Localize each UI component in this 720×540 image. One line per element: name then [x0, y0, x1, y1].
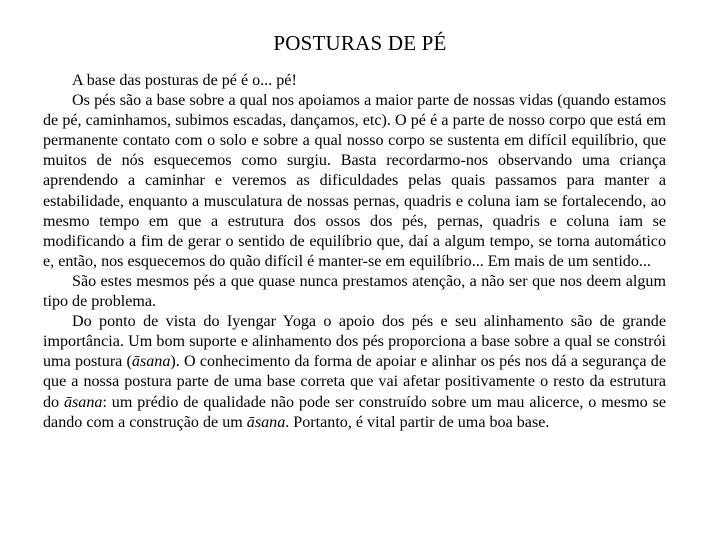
body-paragraph	[43, 71, 666, 91]
paragraph-text: ). O conhecimento da forma de apoiar e alinhar os pés nos dá a segurança de que a nossa postura parte de uma base correta que vai afetar positivamente o resto da estrutura do	[43, 353, 666, 411]
body-paragraph	[43, 272, 666, 312]
paragraph-text: Os pés são a base sobre a qual nos apoiamos a maior parte de nossas vidas (quando estamos de pé, caminhamos, subimos escadas, dançamos, etc). O pé é a parte de nosso corpo que está em permanente contato com o solo e sobre a qual nosso corpo se sustenta em difícil equilíbrio, que muitos de nós esquecemos como surgiu. Basta recordarmo-nos observando uma criança aprendendo a caminhar e veremos as dificuldades pelas quais passamos para manter a estabilidade, enquanto a musculatura de nossas pernas, quadris e coluna iam se fortalecendo, ao mesmo tempo em que a estrutura dos ossos dos pés, pernas, quadris e coluna iam se modificando a fim de gerar o sentido de equilíbrio que, daí a algum tempo, se torna automático e, então, nos esquecemos do quão difícil é manter-se em equilíbrio... Em mais de um sentido...	[43, 92, 666, 270]
paragraph-text: Do ponto de vista do Iyengar Yoga o apoio dos pés e seu alinhamento são de grande importância. Um bom suporte e alinhamento dos pés proporciona a base sobre a qual se constrói uma postura (	[43, 313, 666, 371]
body-paragraph	[43, 91, 666, 272]
paragraph-text: A base das posturas de pé é o... pé!	[72, 72, 297, 89]
italic-term: āsana	[63, 393, 103, 411]
paragraph-text: . Portanto, é vital partir de uma boa base.	[285, 413, 550, 431]
italic-term: āsana	[246, 413, 286, 431]
paragraph-text: São estes mesmos pés a que quase nunca prestamos atenção, a não ser que nos deem algum tipo de problema.	[43, 272, 666, 311]
page-title: POSTURAS DE PÉ	[273, 31, 447, 55]
document-body	[43, 71, 666, 433]
body-paragraph	[43, 312, 666, 433]
paragraph-text: : um prédio de qualidade não pode ser construído sobre um mau alicerce, o mesmo se dando com a construção de um	[43, 393, 666, 431]
italic-term: āsana	[131, 353, 171, 371]
